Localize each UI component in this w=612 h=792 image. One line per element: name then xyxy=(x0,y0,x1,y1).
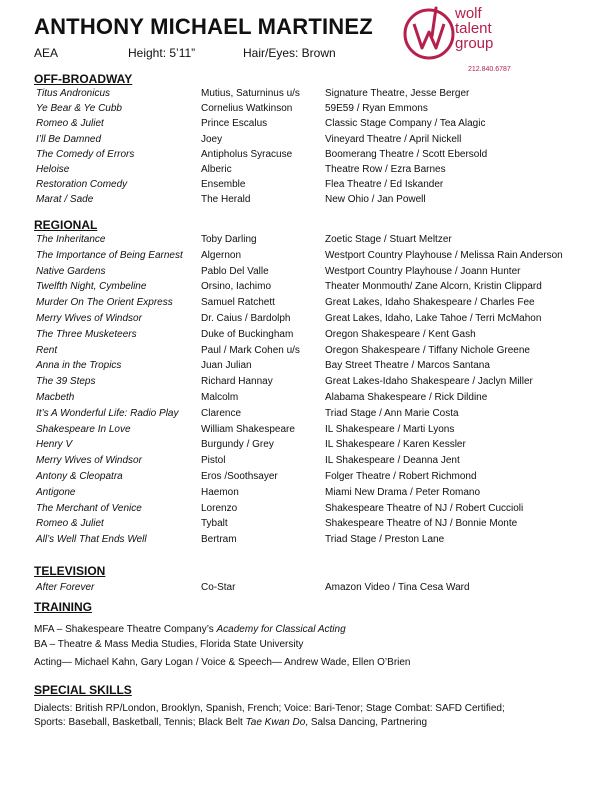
credit-row xyxy=(0,408,612,423)
credit-production: It’s A Wonderful Life: Radio Play xyxy=(36,407,179,419)
credit-role: William Shakespeare xyxy=(201,423,295,435)
credit-role: Pablo Del Valle xyxy=(201,265,269,277)
logo-word-2: talent xyxy=(455,20,492,37)
credit-role: Bertram xyxy=(201,534,237,546)
credit-role: Haemon xyxy=(201,486,239,498)
credit-production: Macbeth xyxy=(36,392,75,403)
credit-venue-director: Theater Monmouth/ Zane Alcorn, Kristin Clippard xyxy=(325,281,542,293)
credit-production: After Forever xyxy=(36,582,95,593)
height-label: Height: 5’11” xyxy=(128,46,196,60)
credit-row xyxy=(0,234,612,249)
credit-production: The Merchant of Venice xyxy=(36,502,142,514)
credit-role: Juan Julian xyxy=(201,360,252,372)
credit-production: Ye Bear & Ye Cubb xyxy=(36,103,122,115)
credit-venue-director: Triad Stage / Ann Marie Costa xyxy=(325,407,459,419)
section-title-television: TELEVISION xyxy=(34,564,106,578)
credit-production: Heloise xyxy=(36,164,70,175)
credit-venue-director: Alabama Shakespeare / Rick Dildine xyxy=(325,392,488,403)
training-ba: BA – Theatre & Mass Media Studies, Florida State University xyxy=(34,639,304,650)
credit-venue-director: Shakespeare Theatre of NJ / Robert Cuccioli xyxy=(325,502,524,514)
credit-row xyxy=(0,179,612,194)
credit-row xyxy=(0,164,612,179)
credit-production: The Inheritance xyxy=(36,234,106,245)
credit-row xyxy=(0,360,612,375)
credit-row xyxy=(0,281,612,296)
section-title-special-skills: SPECIAL SKILLS xyxy=(34,683,132,697)
credit-venue-director: Miami New Drama / Peter Romano xyxy=(325,486,481,498)
credit-role: Lorenzo xyxy=(201,502,238,514)
credit-production: The Importance of Being Earnest xyxy=(36,249,183,261)
credit-row xyxy=(0,439,612,454)
credit-production: Marat / Sade xyxy=(36,194,94,206)
credit-role: Tybalt xyxy=(201,518,228,530)
credit-row xyxy=(0,345,612,360)
credit-venue-director: Zoetic Stage / Stuart Meltzer xyxy=(325,234,452,245)
credit-production: Anna in the Tropics xyxy=(36,360,122,372)
credit-venue-director: Great Lakes-Idaho Shakespeare / Jaclyn Miller xyxy=(325,376,533,388)
credit-row xyxy=(0,297,612,312)
credit-venue-director: Classic Stage Company / Tea Alagic xyxy=(325,118,486,130)
section-title-off-broadway: OFF-BROADWAY xyxy=(34,72,133,86)
credit-role: Toby Darling xyxy=(201,234,257,245)
credit-production: Merry Wives of Windsor xyxy=(36,313,142,324)
credit-row xyxy=(0,471,612,486)
credit-production: I’ll Be Damned xyxy=(36,133,102,145)
credit-role: Algernon xyxy=(201,249,242,261)
credit-row xyxy=(0,455,612,470)
credit-venue-director: Oregon Shakespeare / Kent Gash xyxy=(325,328,476,340)
skills-dialects: Dialects: British RP/London, Brooklyn, Spanish, French; Voice: Bari-Tenor; Stage Combat: SAFD Certified; xyxy=(34,703,505,714)
credit-venue-director: Vineyard Theatre / April Nickell xyxy=(325,133,462,145)
credit-role: Duke of Buckingham xyxy=(201,328,294,340)
credit-venue-director: Oregon Shakespeare / Tiffany Nichole Greene xyxy=(325,344,530,356)
section-title-regional: REGIONAL xyxy=(34,218,98,232)
credit-production: Merry Wives of Windsor xyxy=(36,455,142,467)
credit-role: The Herald xyxy=(201,194,251,206)
credit-row xyxy=(0,250,612,265)
credit-row xyxy=(0,266,612,281)
credit-role: Richard Hannay xyxy=(201,376,273,388)
training-acting: Acting— Michael Kahn, Gary Logan / Voice & Speech— Andrew Wade, Ellen O’Brien xyxy=(34,657,411,668)
credit-production: Native Gardens xyxy=(36,265,106,277)
credit-role: Malcolm xyxy=(201,392,239,403)
credit-production: Antigone xyxy=(36,486,76,498)
credit-venue-director: Boomerang Theatre / Scott Ebersold xyxy=(325,148,488,160)
training-mfa-text: MFA – Shakespeare Theatre Company’s xyxy=(34,624,217,635)
credit-role: Co-Star xyxy=(201,582,236,593)
credit-role: Antipholus Syracuse xyxy=(201,148,293,160)
credit-venue-director: Westport Country Playhouse / Joann Hunter xyxy=(325,265,521,277)
union-label: AEA xyxy=(34,46,59,60)
agency-phone: 212.840.6787 xyxy=(468,66,511,73)
credit-row xyxy=(0,329,612,344)
credit-venue-director: Bay Street Theatre / Marcos Santana xyxy=(325,360,490,372)
credit-row xyxy=(0,582,612,597)
credit-production: Titus Andronicus xyxy=(36,88,111,99)
credit-venue-director: Triad Stage / Preston Lane xyxy=(325,534,445,546)
credit-venue-director: IL Shakespeare / Deanna Jent xyxy=(325,455,460,467)
credit-role: Paul / Mark Cohen u/s xyxy=(201,344,300,356)
credit-row xyxy=(0,134,612,149)
credit-production: Restoration Comedy xyxy=(36,179,128,191)
credit-role: Cornelius Watkinson xyxy=(201,103,293,115)
credit-production: Antony & Cleopatra xyxy=(36,471,123,482)
logo-wordmark xyxy=(455,6,493,51)
skills-sports-rest: , Salsa Dancing, Partnering xyxy=(305,717,427,728)
credit-production: Shakespeare In Love xyxy=(36,423,131,435)
credit-role: Orsino, Iachimo xyxy=(201,281,272,293)
credit-role: Pistol xyxy=(201,455,226,467)
credit-venue-director: Amazon Video / Tina Cesa Ward xyxy=(325,582,470,593)
skills-martial-art: Tae Kwan Do xyxy=(245,717,306,728)
skills-sports xyxy=(34,717,427,728)
credit-row xyxy=(0,103,612,118)
credit-production: The 39 Steps xyxy=(36,376,96,388)
credit-production: All’s Well That Ends Well xyxy=(36,534,147,546)
credit-venue-director: IL Shakespeare / Karen Kessler xyxy=(325,439,466,451)
credit-venue-director: Theatre Row / Ezra Barnes xyxy=(325,164,446,175)
credit-row xyxy=(0,88,612,103)
credit-row xyxy=(0,487,612,502)
credit-row xyxy=(0,194,612,209)
actor-name: ANTHONY MICHAEL MARTINEZ xyxy=(34,14,373,39)
credit-row xyxy=(0,518,612,533)
credit-venue-director: Shakespeare Theatre of NJ / Bonnie Monte xyxy=(325,518,518,530)
credit-production: Rent xyxy=(36,344,58,356)
credit-role: Alberic xyxy=(201,164,232,175)
logo-word-1: wolf xyxy=(455,5,482,22)
credit-venue-director: Flea Theatre / Ed Iskander xyxy=(325,179,444,191)
credit-production: Romeo & Juliet xyxy=(36,118,104,130)
credit-role: Eros /Soothsayer xyxy=(201,471,278,482)
credit-role: Ensemble xyxy=(201,179,246,191)
credit-row xyxy=(0,149,612,164)
credit-production: The Comedy of Errors xyxy=(36,148,135,160)
credit-row xyxy=(0,534,612,549)
credit-venue-director: 59E59 / Ryan Emmons xyxy=(325,103,428,115)
credit-role: Prince Escalus xyxy=(201,118,268,130)
credit-venue-director: Westport Country Playhouse / Melissa Rain Anderson xyxy=(325,249,563,261)
hair-eyes-label: Hair/Eyes: Brown xyxy=(243,46,336,60)
credit-role: Samuel Ratchett xyxy=(201,297,275,309)
credit-venue-director: New Ohio / Jan Powell xyxy=(325,194,426,206)
credit-row xyxy=(0,118,612,133)
credit-role: Clarence xyxy=(201,407,242,419)
credit-production: The Three Musketeers xyxy=(36,328,137,340)
credit-production: Twelfth Night, Cymbeline xyxy=(36,281,147,293)
credit-venue-director: Great Lakes, Idaho Shakespeare / Charles Fee xyxy=(325,297,535,309)
credit-venue-director: Folger Theatre / Robert Richmond xyxy=(325,471,477,482)
credit-row xyxy=(0,424,612,439)
section-title-training: TRAINING xyxy=(34,600,92,614)
credit-row xyxy=(0,392,612,407)
credit-production: Romeo & Juliet xyxy=(36,518,104,530)
credit-row xyxy=(0,376,612,391)
credit-row xyxy=(0,503,612,518)
credit-role: Dr. Caius / Bardolph xyxy=(201,313,291,324)
credit-role: Joey xyxy=(201,133,223,145)
credit-venue-director: Signature Theatre, Jesse Berger xyxy=(325,88,470,99)
credit-role: Burgundy / Grey xyxy=(201,439,274,451)
logo-word-3: group xyxy=(455,35,494,52)
credit-production: Henry V xyxy=(36,439,73,451)
credit-venue-director: Great Lakes, Idaho, Lake Tahoe / Terri McMahon xyxy=(325,313,542,324)
training-mfa xyxy=(34,624,346,635)
credit-venue-director: IL Shakespeare / Marti Lyons xyxy=(325,423,455,435)
credit-row xyxy=(0,313,612,328)
training-mfa-program: Academy for Classical Acting xyxy=(216,624,346,635)
credit-role: Mutius, Saturninus u/s xyxy=(201,88,300,99)
credit-production: Murder On The Orient Express xyxy=(36,297,173,309)
skills-sports-text: Sports: Baseball, Basketball, Tennis; Black Belt xyxy=(34,717,246,728)
